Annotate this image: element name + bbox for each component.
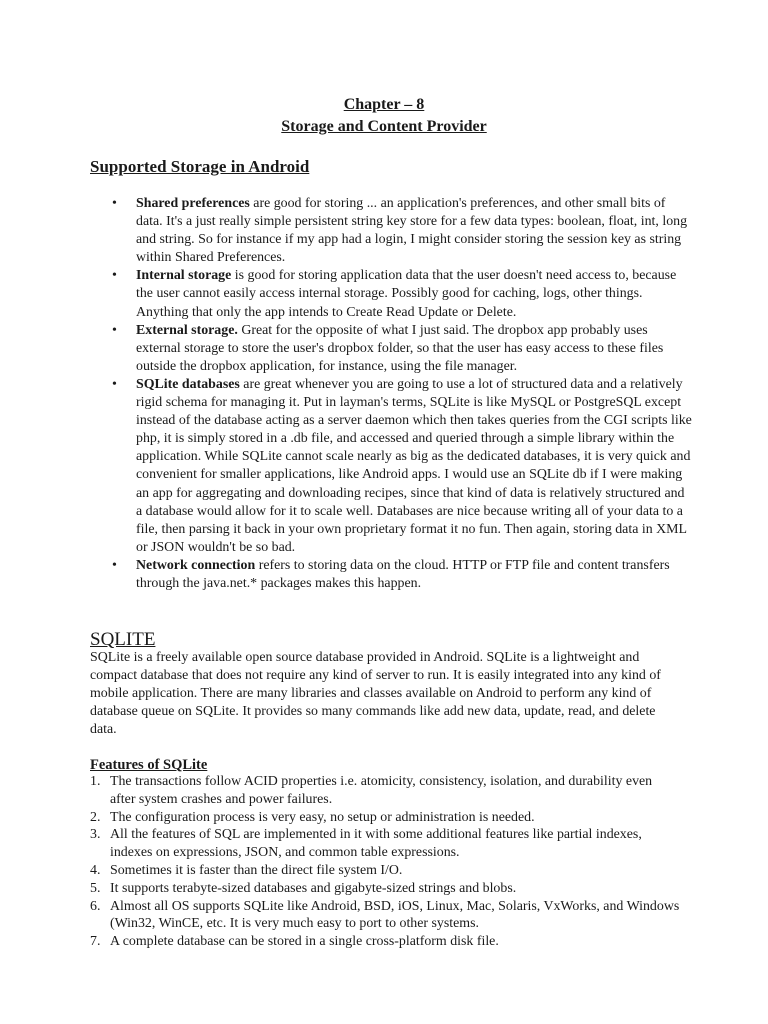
item-text: A complete database can be stored in a single cross-platform disk file. xyxy=(110,934,499,950)
list-item xyxy=(90,880,680,898)
chapter-number: Chapter – 8 xyxy=(343,96,425,113)
item-number: 7. xyxy=(90,934,101,950)
item-term: Internal storage xyxy=(136,268,232,284)
item-text: Great for the opposite of what I just said. The dropbox app probably uses external storage to store the user's dropbox folder, so that the user has easy access to these files outside the dropbox application, for instance, using the file manager. xyxy=(136,322,664,374)
list-item xyxy=(90,809,680,827)
item-text: The transactions follow ACID properties i.e. atomicity, consistency, isolation, and durability even after system crashes and power failures. xyxy=(110,774,653,807)
list-item xyxy=(90,898,680,934)
list-item xyxy=(112,376,692,557)
bullet-icon: • xyxy=(112,376,117,392)
item-text: are great whenever you are going to use a lot of structured data and a relatively rigid schema for managing it. Put in layman's terms, SQLite is like MySQL or PostgreSQL except instead of the database acting as a server daemon which then takes queries from the CGI scripts like php, it is simply stored in a .db file, and accessed and queried through a simple library within the application. While SQLite cannot scale nearly as big as the dedicated databases, it is very quick and convenient for smaller applications, like Android apps. I would use an SQLite db if I were making an app for aggregating and downloading recipes, since that kind of data is relatively structured and a database would allow for it to scale well. Databases are nice because writing all of your data to a file, then parsing it back in your own proprietary format it no fun. Then again, storing data in XML or JSON wouldn't be so bad. xyxy=(136,376,692,555)
bullet-icon: • xyxy=(112,557,117,573)
item-text: refers to storing data on the cloud. HTTP or FTP file and content transfers through the java.net.* packages makes this happen. xyxy=(136,557,670,591)
item-number: 4. xyxy=(90,862,101,878)
item-text: Sometimes it is faster than the direct file system I/O. xyxy=(110,862,403,878)
item-text: It supports terabyte-sized databases and gigabyte-sized strings and blobs. xyxy=(110,880,517,896)
item-text: are good for storing ... an application's preferences, and other small bits of data. It's a just really simple persistent string key store for a few data types: boolean, float, int, long and string. So for instance if my app had a login, I might consider storing the session key as string within Shared Preferences. xyxy=(136,196,688,266)
list-item xyxy=(90,773,680,809)
bullet-icon: • xyxy=(112,196,117,211)
section-heading-supported-storage: Supported Storage in Android xyxy=(90,157,310,176)
list-item xyxy=(90,862,680,880)
item-text: The configuration process is very easy, no setup or administration is needed. xyxy=(110,809,535,825)
item-number: 6. xyxy=(90,898,101,914)
item-term: Network connection xyxy=(136,557,256,573)
list-item xyxy=(112,267,692,321)
list-item xyxy=(90,826,680,862)
item-number: 2. xyxy=(90,809,101,825)
sqlite-paragraph: SQLite is a freely available open source database provided in Android. SQLite is a lightweight and compact database that does not require any kind of server to run. It is easily integrated into any kind of mobile application. There are many libraries and classes available on Android to perform any kind of database queue on SQLite. It provides so many commands like add new data, update, read, and delete data. xyxy=(90,650,661,738)
features-list xyxy=(90,773,680,951)
item-number: 1. xyxy=(90,774,101,789)
item-term: Shared preferences xyxy=(136,196,250,211)
list-item xyxy=(112,322,692,376)
list-item xyxy=(112,557,692,593)
item-term: SQLite databases xyxy=(136,376,240,392)
item-term: External storage. xyxy=(136,322,238,338)
bullet-icon: • xyxy=(112,268,117,284)
list-item xyxy=(90,933,680,951)
item-text: is good for storing application data that the user doesn't need access to, because the user cannot easily access internal storage. Possibly good for caching, logs, other things. Anything that only the app intends to Create Read Update or Delete. xyxy=(136,268,677,320)
item-number: 3. xyxy=(90,827,101,843)
item-text: All the features of SQL are implemented in it with some additional features like partial indexes, indexes on expressions, JSON, and common table expressions. xyxy=(110,827,642,861)
bullet-icon: • xyxy=(112,322,117,338)
storage-types-list xyxy=(112,195,692,593)
item-text: Almost all OS supports SQLite like Android, BSD, iOS, Linux, Mac, Solaris, VxWorks, and Windows (Win32, WinCE, etc. It is very much easy to port to other systems. xyxy=(110,898,680,932)
section-heading-sqlite: SQLITE xyxy=(90,629,156,650)
chapter-title: Storage and Content Provider xyxy=(281,118,487,135)
section-heading-features: Features of SQLite xyxy=(90,757,208,773)
list-item xyxy=(112,195,692,267)
item-number: 5. xyxy=(90,880,101,896)
